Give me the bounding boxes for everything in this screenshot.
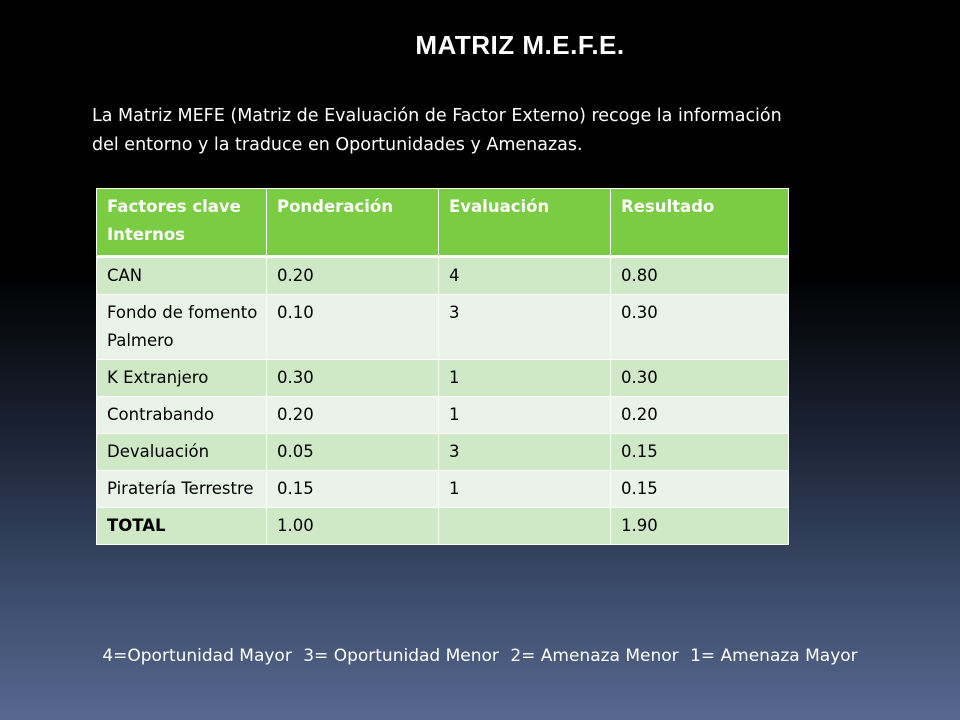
cell-resultado: 0.15 <box>611 471 789 508</box>
header-factores: Factores clave Internos <box>97 189 267 257</box>
table-row <box>97 257 789 295</box>
cell-factor: K Extranjero <box>97 360 267 397</box>
cell-resultado: 0.20 <box>611 397 789 434</box>
cell-resultado: 0.30 <box>611 360 789 397</box>
table-row <box>97 397 789 434</box>
cell-evaluacion: 4 <box>439 257 611 295</box>
cell-total-evaluacion <box>439 508 611 545</box>
cell-ponderacion: 0.15 <box>267 471 439 508</box>
slide-title: MATRIZ M.E.F.E. <box>415 30 625 60</box>
cell-ponderacion: 0.05 <box>267 434 439 471</box>
cell-factor: Devaluación <box>97 434 267 471</box>
cell-ponderacion: 0.30 <box>267 360 439 397</box>
header-evaluacion: Evaluación <box>439 189 611 257</box>
cell-evaluacion: 1 <box>439 360 611 397</box>
mefe-table <box>96 188 789 545</box>
cell-ponderacion: 0.10 <box>267 295 439 360</box>
legend-item: 3= Oportunidad Menor <box>303 646 499 666</box>
intro-paragraph: La Matriz MEFE (Matriz de Evaluación de Factor Externo) recoge la información del entorno y la traduce en Oportunidades y Amenazas. <box>92 106 782 155</box>
legend-item: 2= Amenaza Menor <box>510 646 679 666</box>
cell-total-resultado: 1.90 <box>611 508 789 545</box>
cell-total-ponderacion: 1.00 <box>267 508 439 545</box>
cell-factor: Contrabando <box>97 397 267 434</box>
rating-legend <box>0 646 960 666</box>
legend-item: 4=Oportunidad Mayor <box>102 646 292 666</box>
legend-item: 1= Amenaza Mayor <box>690 646 858 666</box>
cell-evaluacion: 3 <box>439 295 611 360</box>
table-row <box>97 471 789 508</box>
cell-factor: Piratería Terrestre <box>97 471 267 508</box>
table-row <box>97 295 789 360</box>
header-ponderacion: Ponderación <box>267 189 439 257</box>
cell-ponderacion: 0.20 <box>267 397 439 434</box>
table-row <box>97 360 789 397</box>
cell-total-label: TOTAL <box>97 508 267 545</box>
cell-resultado: 0.30 <box>611 295 789 360</box>
cell-evaluacion: 1 <box>439 471 611 508</box>
cell-resultado: 0.80 <box>611 257 789 295</box>
table-total-row <box>97 508 789 545</box>
table-row <box>97 434 789 471</box>
header-resultado: Resultado <box>611 189 789 257</box>
cell-ponderacion: 0.20 <box>267 257 439 295</box>
cell-evaluacion: 1 <box>439 397 611 434</box>
cell-factor: Fondo de fomento Palmero <box>97 295 267 360</box>
cell-resultado: 0.15 <box>611 434 789 471</box>
table-header-row <box>97 189 789 257</box>
cell-factor: CAN <box>97 257 267 295</box>
cell-evaluacion: 3 <box>439 434 611 471</box>
